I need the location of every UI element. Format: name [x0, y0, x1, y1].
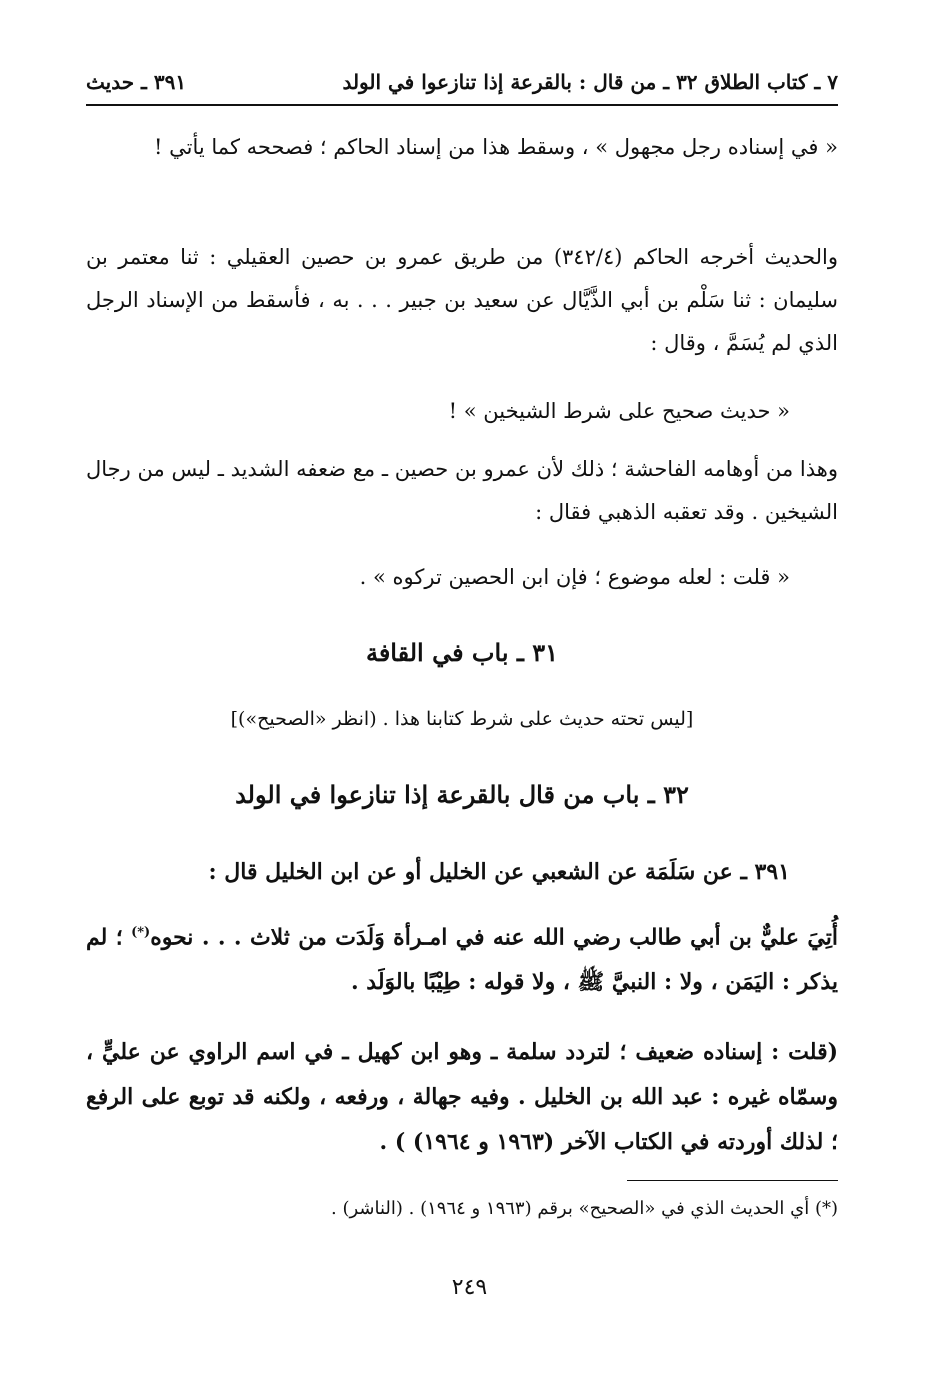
hadith-text-rest: ؛ لم يذكر : اليَمَن ، ولا : النبيَّ ﷺ ، ولا قوله : طِيْبًا بالوَلَد .	[86, 924, 838, 996]
section-31-note: [ليس تحته حديث على شرط كتابنا هذا . (انظر «الصحيح»)]	[230, 708, 694, 730]
section-31-title: ٣١ ـ باب في القافة	[365, 638, 559, 667]
page-number: ٢٤٩	[451, 1275, 488, 1300]
quote-1: « حديث صحيح على شرط الشيخين » !	[448, 399, 790, 423]
hadith-text-main: أُتِيَ عليٌّ بن أبي طالب رضي الله عنه في امـرأة وَلَدَت من ثلاث . . . نحوه	[150, 924, 838, 951]
hadith-intro: ٣٩١ ـ عن سَلَمَة عن الشعبي عن الخليل أو عن ابن الخليل قال :	[208, 859, 790, 885]
header-divider	[86, 104, 838, 106]
author-comment: (قلت : إسناده ضعيف ؛ لتردد سلمة ـ وهو ابن كهيل ـ في اسم الراوي عن عليٍّ ، وسمّاه غيره : عبد الله بن الخليل . وفيه جهالة ، ورفعه ، ولكنه قد توبع على الرفع ؛ لذلك أوردته في الكتاب الآخر (١٩٦٣ و ١٩٦٤) ) .	[86, 1039, 838, 1155]
paragraph-2: والحديث أخرجه الحاكم (٣٤٢/٤) من طريق عمرو بن حصين العقيلي : ثنا معتمر بن سليمان : ثنا سَلْم بن أبي الذَّيَّال عن سعيد بن جبير . . . به ، فأسقط من الإسناد الرجل الذي لم يُسَمَّ ، وقال :	[86, 245, 838, 355]
header-hadith-number: ٣٩١ ـ حديث	[86, 70, 187, 94]
footnote-divider	[627, 1180, 838, 1181]
paragraph-1: « في إسناده رجل مجهول » ، وسقط هذا من إسناد الحاكم ؛ فصححه كما يأتي !	[154, 135, 838, 159]
footnote-marker: (*)	[131, 925, 151, 940]
running-header	[86, 62, 838, 102]
footnote: (*) أي الحديث الذي في «الصحيح» برقم (١٩٦٣ و ١٩٦٤) . (الناشر) .	[331, 1198, 838, 1219]
quote-2: « قلت : لعله موضوع ؛ فإن ابن الحصين تركوه » .	[359, 565, 790, 589]
hadith-text	[86, 910, 838, 1005]
section-32-title: ٣٢ ـ باب من قال بالقرعة إذا تنازعوا في الولد	[235, 780, 689, 809]
header-chapter-title: ٧ ـ كتاب الطلاق ٣٢ ـ من قال : بالقرعة إذا تنازعوا في الولد	[342, 70, 838, 94]
paragraph-3: وهذا من أوهامه الفاحشة ؛ ذلك لأن عمرو بن حصين ـ مع ضعفه الشديد ـ ليس من رجال الشيخين . وقد تعقبه الذهبي فقال :	[86, 457, 838, 524]
